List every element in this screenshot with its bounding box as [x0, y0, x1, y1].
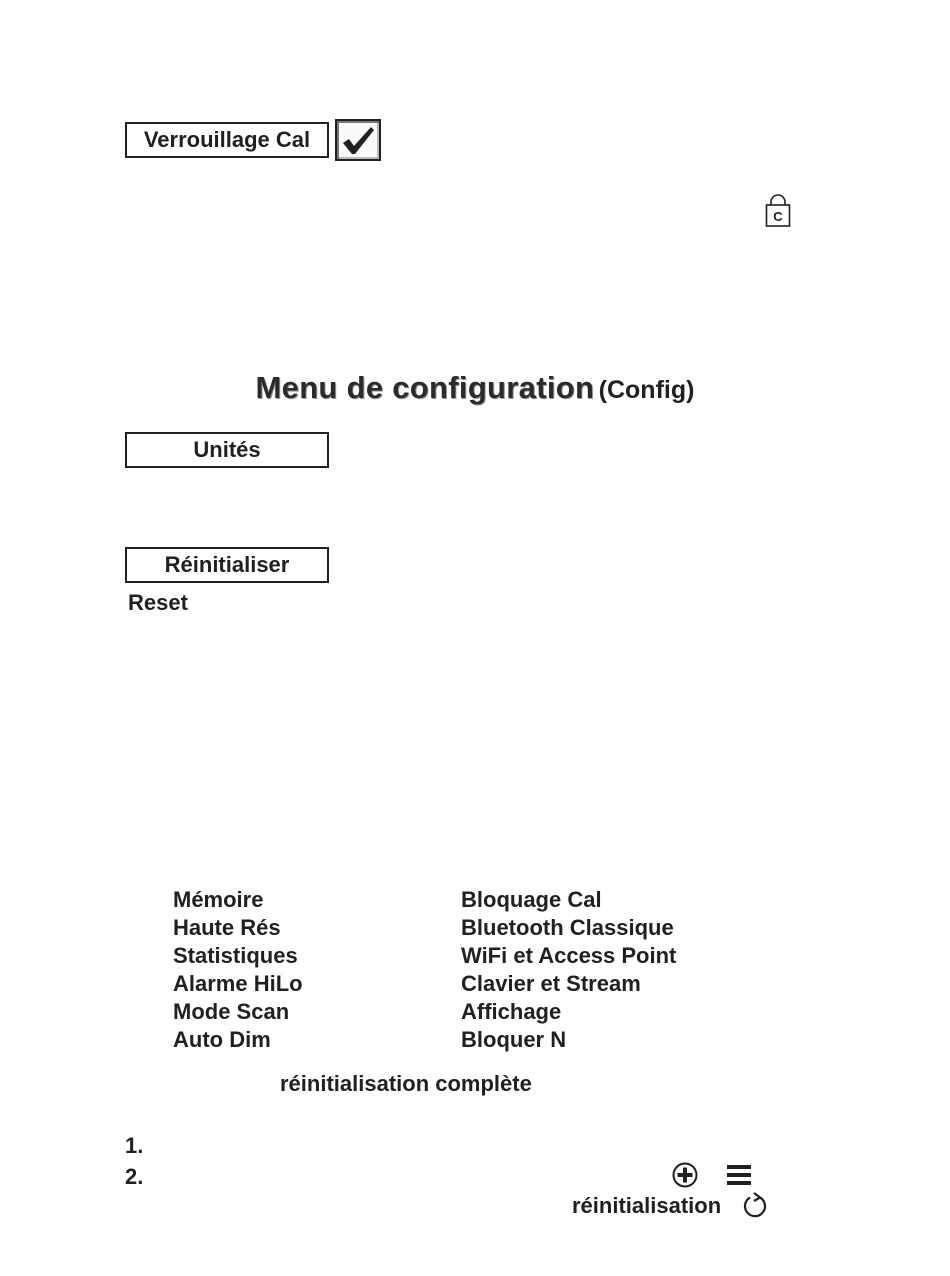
- plus-circle-icon[interactable]: [672, 1162, 698, 1188]
- list-item: Statistiques: [173, 943, 298, 968]
- step-number: 2.: [125, 1164, 144, 1189]
- title-sub: (Config): [598, 376, 695, 404]
- list-item: Haute Rés: [173, 915, 281, 940]
- cal-lock-letter: C: [773, 209, 783, 224]
- lock-cal-label: Verrouillage Cal: [125, 122, 329, 158]
- list-item: Mode Scan: [173, 999, 290, 1024]
- list-item: Affichage: [461, 999, 562, 1024]
- step-number: 1.: [125, 1133, 144, 1158]
- list-item: Mémoire: [173, 887, 264, 912]
- list-item: Bloquage Cal: [461, 887, 602, 912]
- list-item: Auto Dim: [173, 1027, 271, 1052]
- reset-text: Reset: [128, 590, 188, 615]
- settings-left-list: [173, 886, 303, 1054]
- reset-heading: Réinitialiser: [125, 547, 329, 583]
- calibration-lock-icon: [765, 194, 791, 228]
- menu-icon[interactable]: [726, 1163, 752, 1187]
- list-item: Bluetooth Classique: [461, 915, 674, 940]
- list-item: Bloquer N: [461, 1027, 567, 1052]
- checkmark-icon[interactable]: [335, 119, 381, 161]
- settings-right-list: [461, 886, 676, 1054]
- reinit-label: réinitialisation: [572, 1193, 722, 1218]
- list-item: Clavier et Stream: [461, 971, 641, 996]
- refresh-icon[interactable]: [740, 1190, 770, 1220]
- title-main: Menu de configuration: [255, 370, 595, 405]
- list-item: WiFi et Access Point: [461, 943, 677, 968]
- units-heading: Unités: [125, 432, 329, 468]
- page-title: [0, 370, 950, 406]
- full-reset-label: réinitialisation complète: [280, 1071, 532, 1096]
- list-item: Alarme HiLo: [173, 971, 303, 996]
